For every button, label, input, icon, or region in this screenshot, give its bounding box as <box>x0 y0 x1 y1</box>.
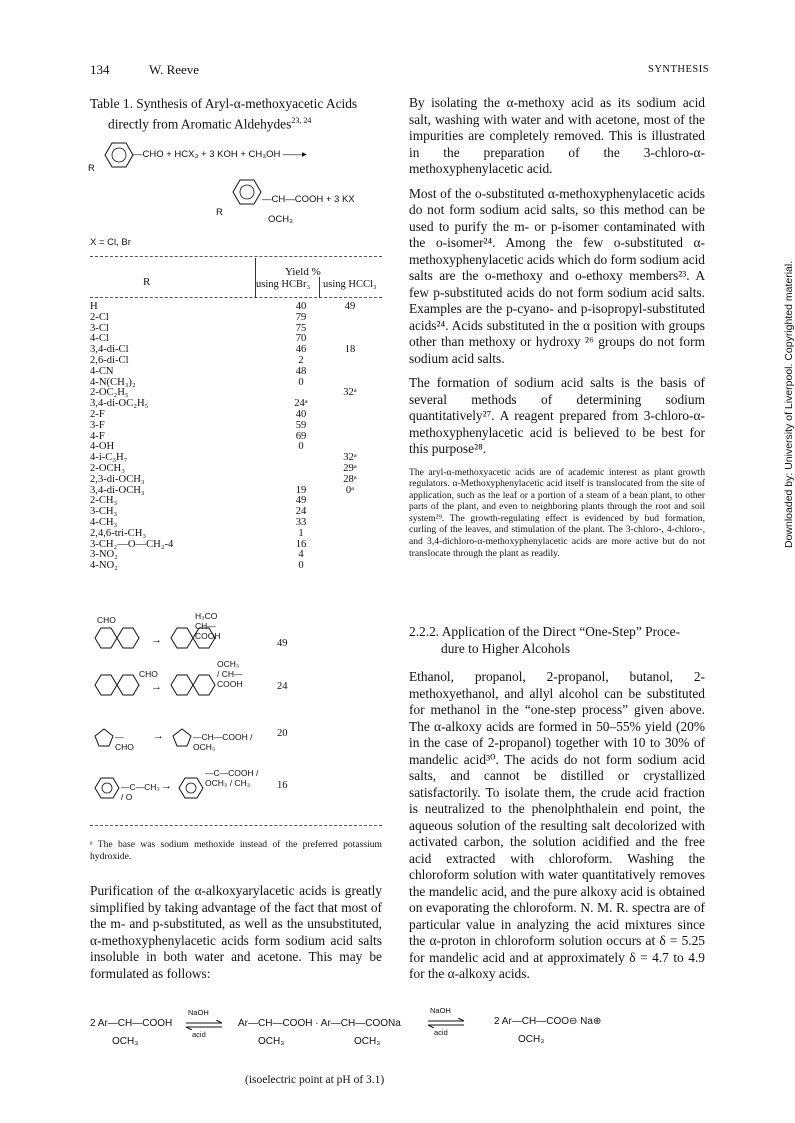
cell-substituent: 2-F <box>90 408 105 420</box>
struct-yield-2: 24 <box>277 681 288 692</box>
benzene-ring-icon <box>226 177 266 211</box>
table-row <box>90 356 374 367</box>
table-row <box>90 410 374 421</box>
cell-yield-hcbr3 <box>276 464 326 475</box>
cell-yield-hccl3 <box>326 367 374 378</box>
table-row <box>90 442 374 453</box>
cell-yield-hcbr3: 33 <box>295 516 307 528</box>
cell-yield-hccl3 <box>326 550 374 561</box>
table-row <box>90 421 374 432</box>
cell-yield-hcbr3: 70 <box>295 333 307 345</box>
right-column-top <box>409 95 705 559</box>
cell-yield-hcbr3: 0 <box>298 376 304 388</box>
cell-yield-hccl3: 18 <box>344 344 356 356</box>
column-header-hcbr3: using HCBr₃ <box>256 279 311 290</box>
cell-yield-hcbr3: 59 <box>295 419 307 431</box>
cell-substituent: 2-Cl <box>90 311 109 323</box>
scheme-x-definition: X = Cl, Br <box>90 237 131 248</box>
cell-yield-hcbr3: 40 <box>295 301 307 312</box>
cell-yield-hcbr3: 16 <box>295 538 307 550</box>
cell-substituent: 3-Cl <box>90 322 109 334</box>
equation-acid-2: acid <box>434 1028 448 1037</box>
download-watermark: Downloaded by: University of Liverpool. Copyrighted material. <box>783 260 795 548</box>
table-row <box>90 496 374 507</box>
yield-table-body <box>90 302 374 572</box>
cell-yield-hccl3 <box>326 518 374 529</box>
cell-yield-hccl3 <box>326 529 374 540</box>
page-number: 134 <box>90 62 110 77</box>
table-row <box>90 313 374 324</box>
table-row <box>90 302 374 313</box>
cell-yield-hcbr3: 69 <box>295 430 307 442</box>
benzene-ring-icon <box>98 140 138 174</box>
equation-naoh-2: NaOH <box>430 1006 451 1015</box>
column-header-r: R <box>143 276 151 288</box>
equilibrium-arrow-icon <box>426 1018 466 1028</box>
table-title <box>90 95 357 132</box>
cell-substituent: 4-CN <box>90 365 114 377</box>
cell-substituent: 3,4-di-Cl <box>90 344 129 356</box>
cell-yield-hcbr3: 40 <box>295 408 307 420</box>
table-row <box>90 367 374 378</box>
cell-yield-hccl3 <box>326 356 374 367</box>
cell-substituent: 3-CH₂—O—CH₂-4 <box>90 538 174 550</box>
cell-yield-hcbr3 <box>276 475 326 486</box>
cell-substituent: 4-N(CH₃)₂ <box>90 376 136 388</box>
scheme-och3: OCH₃ <box>268 214 293 225</box>
table-header-rule <box>90 297 382 298</box>
cell-substituent: 2-OCH₃ <box>90 462 125 474</box>
table-footnote: ᵃ The base was sodium methoxide instead of the preferred potassium hydroxide. <box>90 839 382 862</box>
equation-term-2: Ar—CH—COOH · Ar—CH—COONa <box>238 1018 401 1029</box>
table-row <box>90 475 374 486</box>
scheme-r-label-2: R <box>216 207 223 218</box>
table-title-line2: directly from Aromatic Aldehydes$^{23, 24}$ <box>108 116 312 132</box>
table-row <box>90 486 374 497</box>
cell-yield-hcbr3: 75 <box>295 322 307 334</box>
cell-yield-hccl3 <box>326 410 374 421</box>
table-row <box>90 324 374 335</box>
table-row <box>90 378 374 389</box>
cell-substituent: 4-Cl <box>90 333 109 345</box>
equation-term-3: 2 Ar—CH—COO⊖ Na⊕ <box>494 1016 602 1027</box>
cell-yield-hcbr3: 0 <box>298 441 304 453</box>
table-row <box>90 507 374 518</box>
cell-yield-hcbr3: 19 <box>295 484 307 496</box>
equilibrium-equation <box>90 1006 710 1066</box>
table-row <box>90 345 374 356</box>
left-paragraph: Purification of the α-alkoxyarylacetic acids is greatly simplified by taking advantage of the fact that most of the m- and p-substituted, as well as the unsubstituted, α-methoxyphenylacetic acids form sodium acid salts insoluble in both water and acetone. This may be formulated as follows: <box>90 883 382 981</box>
running-author: W. Reeve <box>149 62 200 77</box>
cell-substituent: 2-OC₂H₅ <box>90 387 129 399</box>
cell-substituent: 4-CH₃ <box>90 516 118 528</box>
thiophene-ring-icon <box>171 727 193 749</box>
struct-yield-1: 49 <box>277 638 288 649</box>
naphthalene-icon <box>169 673 217 699</box>
cell-yield-hccl3 <box>326 399 374 410</box>
section-heading: 2.2.2. Application of the Direct “One-Step” Proce- dure to Higher Alcohols <box>409 624 681 656</box>
table-row <box>90 334 374 345</box>
table-row <box>90 453 374 464</box>
naphthalene-icon <box>93 673 141 699</box>
paragraph-higher-alcohols: Ethanol, propanol, 2-propanol, butanol, 2-methoxyethanol, and allyl alcohol can be substituted for methanol in the “one-step process” given above. The α-alkoxy acids are formed in 50–55% yield (20% in the case of 2-propanol) together with 10 to 30% of mandelic acid³⁰. The acids do not form sodium acid salts, and cannot be distilled or crystallized satisfactorily. To isolate them, the crude acid fraction is neutralized to the phenolphthalein end point, the aqueous solution of the resulting salt decolorized with activated carbon, the solution acidified and the free acid extracted with chloroform. Washing the chloroform solution with water quantitatively removes the mandelic acid, and the pure alkoxy acid is obtained on evaporating the chloroform. N. M. R. spectra are of particular value in analyzing the acid mixtures since the α-proton in chloroform solution occurs at δ = 5.25 for mandelic acid and at approximately δ = 4.7 to 4.9 for the α-alkoxy acids. <box>409 669 705 981</box>
table-vertical-rule-1 <box>255 258 256 298</box>
cell-yield-hcbr3: 46 <box>295 344 307 356</box>
paragraph-sodium-salt: By isolating the α-methoxy acid as its sodium acid salt, washing with water and with acetone, most of the impurities are completely removed. This is illustrated in the preparation of the 3-chloro-α-methoxyphenylacetic acid. <box>409 95 705 176</box>
cell-substituent: H <box>90 301 98 312</box>
cell-yield-hccl3: 32ᵃ <box>343 452 357 464</box>
table-vertical-rule-2 <box>319 277 320 298</box>
cell-substituent: 3,4-di-OCH₃ <box>90 484 145 496</box>
cell-yield-hccl3: 49 <box>344 301 356 312</box>
table-bottom-rule <box>90 825 382 826</box>
cell-yield-hccl3 <box>326 432 374 443</box>
equation-och3-3: OCH₃ <box>354 1036 381 1047</box>
cell-yield-hcbr3: 79 <box>295 311 307 323</box>
cell-yield-hcbr3: 0 <box>298 560 304 572</box>
cell-yield-hccl3: 28ᵃ <box>343 473 357 485</box>
cell-yield-hcbr3: 24 <box>295 506 307 518</box>
thiophene-ring-icon <box>93 727 115 749</box>
cell-yield-hccl3 <box>326 324 374 335</box>
cell-substituent: 3,4-di-OC₂H₅ <box>90 398 149 410</box>
yield-table <box>90 302 374 572</box>
equation-caption: (isoelectric point at pH of 3.1) <box>245 1074 385 1086</box>
cell-yield-hcbr3: 48 <box>295 365 307 377</box>
cell-yield-hccl3: 0ᵃ <box>345 484 355 496</box>
table-title-line1: Table 1. Synthesis of Aryl-α-methoxyacetic Acids <box>90 96 358 111</box>
paragraph-plant-growth: The aryl-α-methoxyacetic acids are of academic interest as plant growth regulators. α-Methoxyphenylacetic acid itself is translocated from the site of application, such as the leaf or a portion of a steam of a bean plant, to other parts of the plant, and even to neighboring plants through the root and soil system²⁹. The growth-regulating effect is evidenced by bud formation, curling of the leaves, and stimulation of the plant. The 3-chloro-, 4-chloro-, and 3,4-dichloro-α-methoxyphenylacetic acids are more active but do not translocate through the plant as readily. <box>409 466 705 559</box>
cell-substituent: 2,3-di-OCH₃ <box>90 473 145 485</box>
cell-yield-hccl3 <box>326 561 374 572</box>
equation-acid-1: acid <box>192 1030 206 1039</box>
cell-substituent: 4-i-C₃H₇ <box>90 452 128 464</box>
benzene-ring-icon <box>93 776 121 802</box>
equation-och3-4: OCH₃ <box>518 1034 545 1045</box>
cell-yield-hccl3 <box>326 313 374 324</box>
cell-yield-hcbr3 <box>276 453 326 464</box>
cell-substituent: 3-CH₃ <box>90 506 118 518</box>
cell-substituent: 2,6-di-Cl <box>90 354 129 366</box>
cell-yield-hcbr3: 4 <box>298 549 304 561</box>
table-row <box>90 540 374 551</box>
cell-yield-hcbr3: 1 <box>298 527 304 539</box>
equation-naoh-1: NaOH <box>188 1008 209 1017</box>
cell-substituent: 3-NO₂ <box>90 549 118 561</box>
struct-yield-4: 16 <box>277 780 288 791</box>
scheme-r-label: R <box>88 163 95 174</box>
cell-yield-hccl3: 29ᵃ <box>343 462 357 474</box>
cell-substituent: 4-NO₂ <box>90 560 118 572</box>
running-journal: SYNTHESIS <box>648 64 710 75</box>
table-top-rule <box>90 256 382 257</box>
cell-yield-hcbr3: 24ᵃ <box>294 398 308 410</box>
cell-substituent: 3-F <box>90 419 105 431</box>
equilibrium-arrow-icon <box>184 1020 224 1030</box>
cell-substituent: 2-CH₃ <box>90 495 118 507</box>
struct-yield-3: 20 <box>277 728 288 739</box>
cell-yield-hccl3: 32ᵃ <box>343 387 357 399</box>
cell-substituent: 2,4,6-tri-CH₃ <box>90 527 147 539</box>
table-row <box>90 550 374 561</box>
benzene-ring-icon <box>177 776 205 802</box>
column-header-yield: Yield % <box>285 266 321 278</box>
table-row <box>90 529 374 540</box>
equation-term-1: 2 Ar—CH—COOH <box>90 1018 173 1029</box>
cell-substituent: 4-OH <box>90 441 115 453</box>
scheme-reactants: —CHO + HCX₃ + 3 KOH + CH₃OH ——▸ <box>133 149 307 160</box>
cell-yield-hccl3 <box>326 507 374 518</box>
equation-och3-2: OCH₃ <box>258 1036 285 1047</box>
cell-yield-hccl3 <box>326 540 374 551</box>
naphthalene-icon <box>169 626 217 654</box>
cell-yield-hcbr3: 49 <box>295 495 307 507</box>
cell-yield-hcbr3: 2 <box>298 354 304 366</box>
paragraph-o-substituted: Most of the o-substituted α-methoxyphenylacetic acids do not form sodium acid salts, so this method can be used to purify the m- or p-isomer contaminated with the o-isomer²⁴. Among the few o-substituted α-methoxyphenylacetic acids which do form sodium acid salts are the o-methoxy and o-ethoxy members²³. A few p-substituted acids do not form sodium acid salts. Examples are the p-cyano- and p-isopropyl-substituted acids²⁴. Acids substituted in the α position with groups other than methoxy or hydroxy ²⁶ groups do not form sodium acid salts. <box>409 185 705 366</box>
equation-och3-1: OCH₃ <box>112 1036 139 1047</box>
column-header-hccl3: using HCCl₃ <box>323 279 377 290</box>
scheme-products: —CH—COOH + 3 KX <box>262 194 355 205</box>
table-row <box>90 399 374 410</box>
paragraph-sodium-determination: The formation of sodium acid salts is the basis of several methods of determining sodium quantitatively²⁷. A reagent prepared from 3-chloro-α-methoxyphenylacetic acid is believed to be best for this purpose²⁸. <box>409 375 705 456</box>
cell-substituent: 4-F <box>90 430 105 442</box>
naphthalene-icon <box>93 626 141 654</box>
cell-yield-hccl3 <box>326 421 374 432</box>
cell-yield-hccl3 <box>326 496 374 507</box>
table-row <box>90 561 374 572</box>
table-row <box>90 432 374 443</box>
